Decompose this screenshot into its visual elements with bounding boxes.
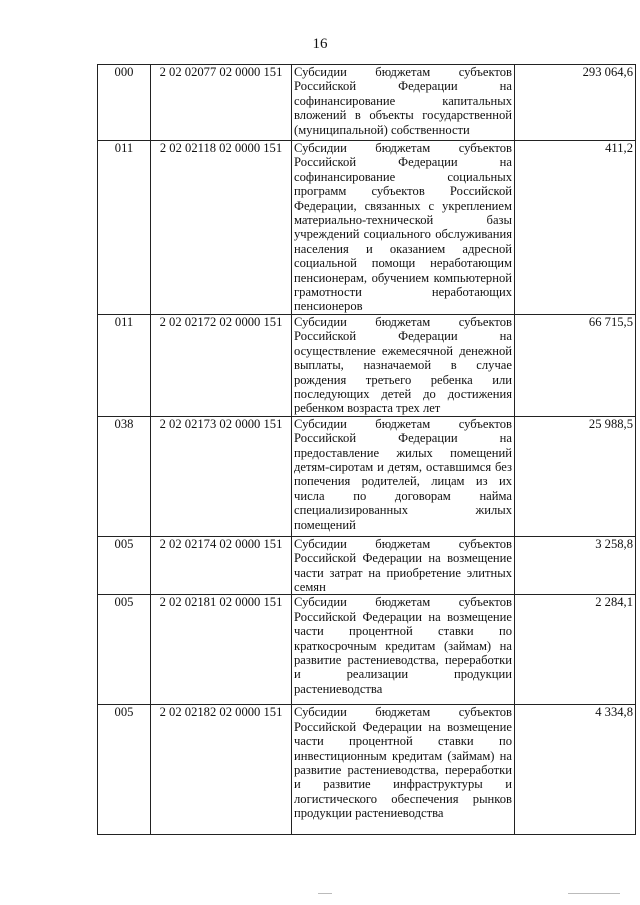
amount-cell: 3 258,8	[515, 536, 636, 595]
table-row	[98, 141, 636, 315]
income-name-cell: Субсидии бюджетам субъектов Российской Федерации на софинансирование социальных программ субъектов Российской Федерации, связанных с укреплением материально-технической базы учреждений социального обслуживания населения и оказанием адресной социальной помощи неработающим пенсионерам, обучением компьютерной грамотности неработающих пенсионеров	[292, 141, 515, 315]
admin-code-cell: 005	[98, 536, 151, 595]
income-name-cell: Субсидии бюджетам субъектов Российской Федерации на софинансирование капитальных вложений в объекты государственной (муниципальной) собственности	[292, 65, 515, 141]
admin-code-cell: 011	[98, 141, 151, 315]
admin-code-cell: 005	[98, 595, 151, 705]
income-name-cell: Субсидии бюджетам субъектов Российской Федерации на возмещение части затрат на приобретение элитных семян	[292, 536, 515, 595]
table-row	[98, 536, 636, 595]
admin-code-cell: 005	[98, 705, 151, 835]
budget-table	[97, 64, 636, 835]
amount-cell: 411,2	[515, 141, 636, 315]
budget-code-cell: 2 02 02181 02 0000 151	[151, 595, 292, 705]
table-row	[98, 416, 636, 536]
income-name-cell: Субсидии бюджетам субъектов Российской Федерации на возмещение части процентной ставки по инвестиционным кредитам (займам) на развитие растениеводства, переработки и развитие инфраструктуры и логистического обеспечения рынков продукции растениеводства	[292, 705, 515, 835]
amount-cell: 4 334,8	[515, 705, 636, 835]
admin-code-cell: 038	[98, 416, 151, 536]
table-row	[98, 314, 636, 416]
table-row	[98, 595, 636, 705]
table-row	[98, 65, 636, 141]
amount-cell: 293 064,6	[515, 65, 636, 141]
income-name-cell: Субсидии бюджетам субъектов Российской Федерации на возмещение части процентной ставки по краткосрочным кредитам (займам) на развитие растениеводства, переработки и реализации продукции растениеводства	[292, 595, 515, 705]
admin-code-cell: 000	[98, 65, 151, 141]
table-row	[98, 705, 636, 835]
amount-cell: 25 988,5	[515, 416, 636, 536]
income-name-cell: Субсидии бюджетам субъектов Российской Федерации на осуществление ежемесячной денежной выплаты, назначаемой в случае рождения третьего ребенка или последующих детей до достижения ребенком возраста трех лет	[292, 314, 515, 416]
budget-code-cell: 2 02 02077 02 0000 151	[151, 65, 292, 141]
budget-code-cell: 2 02 02118 02 0000 151	[151, 141, 292, 315]
income-name-cell: Субсидии бюджетам субъектов Российской Федерации на предоставление жилых помещений детям-сиротам и детям, оставшимся без попечения родителей, лицам из их числа по договорам найма специализированных жилых помещений	[292, 416, 515, 536]
budget-table-body	[98, 65, 636, 835]
budget-code-cell: 2 02 02172 02 0000 151	[151, 314, 292, 416]
amount-cell: 66 715,5	[515, 314, 636, 416]
budget-code-cell: 2 02 02174 02 0000 151	[151, 536, 292, 595]
budget-code-cell: 2 02 02182 02 0000 151	[151, 705, 292, 835]
budget-code-cell: 2 02 02173 02 0000 151	[151, 416, 292, 536]
amount-cell: 2 284,1	[515, 595, 636, 705]
page-number: 16	[312, 36, 328, 52]
footer-mark-left	[318, 893, 332, 894]
footer-mark-right	[568, 893, 620, 894]
admin-code-cell: 011	[98, 314, 151, 416]
